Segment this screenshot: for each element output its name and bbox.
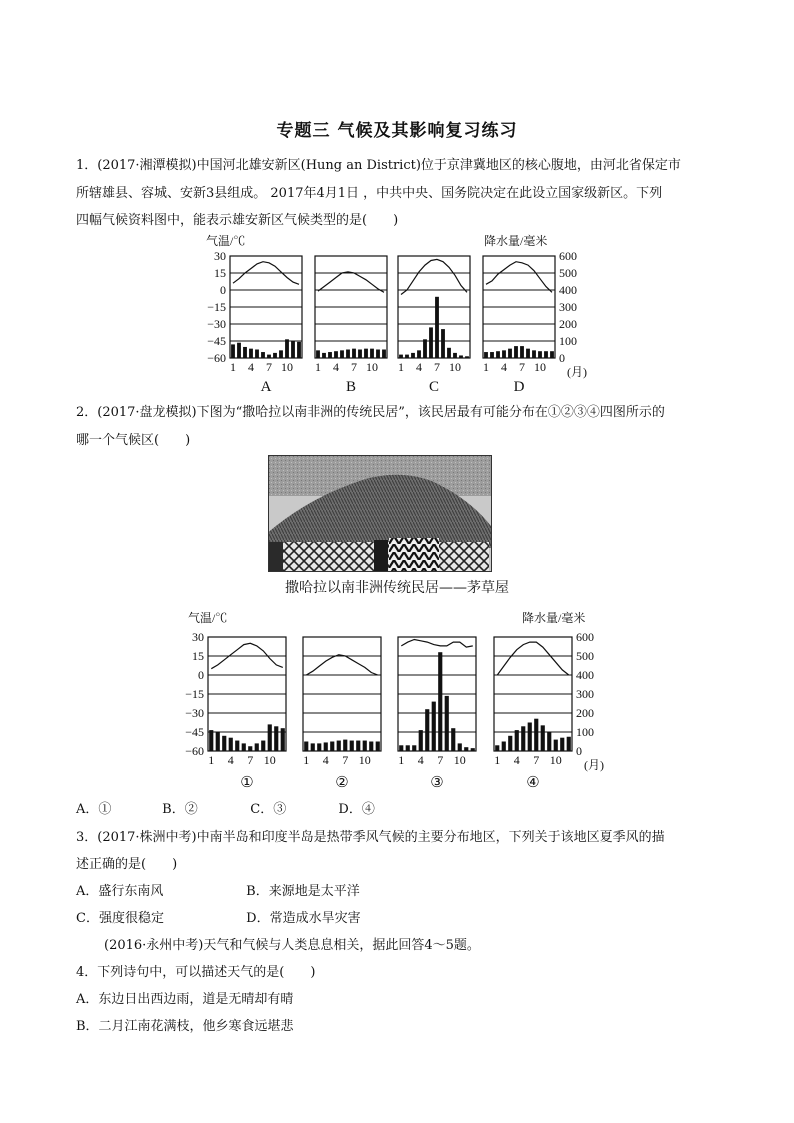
- precip-bar: [560, 738, 564, 751]
- panel-label: C: [428, 379, 440, 395]
- x-tick: 4: [416, 360, 422, 374]
- y-tick-temp: −15: [185, 687, 204, 701]
- q2-options: [76, 798, 375, 817]
- precip-bar: [458, 743, 462, 751]
- precip-bar: [311, 743, 315, 751]
- x-tick: 10: [453, 753, 466, 767]
- x-tick: 10: [358, 753, 371, 767]
- y-tick-temp: 15: [192, 649, 204, 663]
- y-tick-precip: 200: [559, 317, 577, 331]
- y-tick-temp: −15: [207, 300, 226, 314]
- y-tick-precip: 600: [576, 630, 594, 644]
- y-tick-precip: 600: [559, 249, 577, 263]
- panel-label: ①: [240, 775, 254, 791]
- y-tick-precip: 200: [576, 706, 594, 720]
- precip-bar: [438, 652, 442, 751]
- photo-caption: 撒哈拉以南非洲传统民居——茅草屋: [285, 580, 509, 596]
- precip-bar: [412, 745, 416, 751]
- q2-option-c[interactable]: C．③: [250, 802, 287, 817]
- precip-bar: [209, 730, 213, 751]
- precip-bar: [508, 736, 512, 751]
- x-tick: 7: [533, 753, 540, 767]
- precip-bar: [216, 732, 220, 751]
- precip-bar: [432, 702, 436, 751]
- precip-bar: [406, 745, 410, 751]
- precip-bar: [248, 746, 252, 751]
- x-tick: 4: [248, 360, 254, 374]
- x-tick: 1: [398, 360, 404, 374]
- precip-bar: [356, 741, 360, 751]
- precip-bar: [464, 747, 468, 751]
- precip-bar: [235, 741, 239, 751]
- precip-bar: [419, 730, 423, 751]
- precip-bar: [261, 741, 265, 751]
- x-tick: 7: [351, 360, 357, 374]
- x-tick: 7: [437, 753, 444, 767]
- panel-label: B: [345, 379, 357, 395]
- y-tick-temp: −30: [207, 317, 226, 331]
- y-tick-temp: 0: [220, 283, 226, 297]
- q3-line-2: 述正确的是( ): [76, 857, 178, 872]
- x-tick: 10: [449, 360, 461, 374]
- precip-bar: [521, 726, 525, 751]
- y-tick-temp: 30: [214, 249, 226, 263]
- x-tick: 4: [501, 360, 507, 374]
- q1-line-3: 四幅气候资料图中，能表示雄安新区气候类型的是( ): [76, 213, 399, 228]
- q2-option-d[interactable]: D．④: [338, 802, 375, 817]
- x-tick: 1: [494, 753, 501, 767]
- x-tick: 10: [534, 360, 546, 374]
- y-tick-precip: 0: [576, 744, 582, 758]
- precip-bar: [567, 737, 571, 751]
- y-tick-precip: 500: [576, 649, 594, 663]
- precip-bar: [363, 741, 367, 751]
- q3-option-c[interactable]: C．强度很稳定: [76, 911, 164, 926]
- q3-option-a[interactable]: A．盛行东南风: [76, 884, 164, 899]
- y-tick-precip: 300: [559, 300, 577, 314]
- precip-bar: [541, 725, 545, 751]
- y-tick-temp: −60: [185, 744, 204, 758]
- x-tick: 4: [513, 753, 520, 767]
- x-tick: 4: [227, 753, 234, 767]
- y-tick-temp: 0: [198, 668, 204, 682]
- y-tick-temp: 30: [192, 630, 204, 644]
- precip-bar: [502, 742, 506, 752]
- precip-bar: [255, 743, 259, 751]
- precip-bar: [399, 745, 403, 751]
- precip-bar: [554, 740, 558, 751]
- x-tick: 4: [322, 753, 329, 767]
- precip-bar: [281, 728, 285, 751]
- precip-bar: [304, 742, 308, 752]
- page-title: 专题三 气候及其影响复习练习: [276, 121, 518, 141]
- x-tick: 1: [208, 753, 215, 767]
- y-tick-precip: 500: [559, 266, 577, 280]
- precip-bar: [229, 738, 233, 751]
- q1-line-1: 1．(2017·湘潭模拟)中国河北雄安新区(Hung an District)位于京津冀地区的核心腹地，由河北省保定市: [76, 158, 681, 173]
- precip-bar: [495, 745, 499, 751]
- q1-line-2: 所辖雄县、容城、安新3县组成。 2017年4月1日 ，中共中央、国务院决定在此设立国家级新区。下列: [76, 186, 663, 201]
- panel-label: D: [513, 379, 525, 395]
- precip-bar: [343, 740, 347, 751]
- q2-option-b[interactable]: B．②: [162, 802, 198, 817]
- y-tick-precip: 400: [559, 283, 577, 297]
- precip-bar: [268, 724, 272, 751]
- x-tick: 7: [519, 360, 525, 374]
- x-unit-label: (月): [567, 365, 587, 379]
- q3-options-row-1: [76, 880, 360, 899]
- precip-bar: [350, 741, 354, 751]
- y-tick-precip: 100: [559, 334, 577, 348]
- y-tick-temp: −30: [185, 706, 204, 720]
- precip-bar: [515, 730, 519, 751]
- q45-intro: (2016·永州中考)天气和气候与人类息息相关，据此回答4～5题。: [104, 938, 480, 953]
- q2-option-a[interactable]: A．①: [76, 802, 112, 817]
- precip-bar: [376, 742, 380, 752]
- x-tick: 1: [483, 360, 489, 374]
- q3-option-d[interactable]: D．常造成水旱灾害: [246, 911, 361, 926]
- panel-label: ④: [526, 775, 540, 791]
- q3-option-b[interactable]: B．来源地是太平洋: [246, 884, 360, 899]
- x-unit-label: (月): [584, 758, 604, 772]
- x-tick: 1: [230, 360, 236, 374]
- y-axis-label-precip: 降水量/毫米: [522, 611, 586, 625]
- y-tick-precip: 100: [576, 725, 594, 739]
- x-tick: 10: [549, 753, 562, 767]
- precip-bar: [242, 743, 246, 751]
- precip-bar: [534, 719, 538, 751]
- precip-bar: [324, 742, 328, 751]
- precip-bar: [547, 732, 551, 751]
- x-tick: 4: [417, 753, 424, 767]
- precip-bar: [471, 748, 475, 751]
- y-tick-temp: −45: [207, 334, 226, 348]
- y-axis-label-temp: 气温/℃: [206, 234, 246, 248]
- q2-line-2: 哪一个气候区( ): [76, 433, 191, 448]
- q4-line: 4．下列诗句中，可以描述天气的是( ): [76, 965, 316, 980]
- panel-label: A: [260, 379, 272, 395]
- x-tick: 1: [303, 753, 310, 767]
- x-tick: 7: [247, 753, 254, 767]
- x-tick: 7: [266, 360, 272, 374]
- y-axis-label-temp: 气温/℃: [188, 611, 228, 625]
- panel-label: ③: [430, 775, 444, 791]
- q4-option-a[interactable]: A．东边日出西边雨，道是无晴却有晴: [76, 992, 294, 1007]
- x-tick: 10: [263, 753, 276, 767]
- q2-line-1: 2．(2017·盘龙模拟)下图为“撒哈拉以南非洲的传统民居”，该民居最有可能分布在①②③④四图所示的: [76, 405, 665, 420]
- temp-line: [401, 640, 473, 648]
- precip-bar: [222, 736, 226, 751]
- x-tick: 7: [434, 360, 440, 374]
- precip-bar: [317, 743, 321, 751]
- precip-bar: [451, 728, 455, 751]
- x-tick: 1: [398, 753, 405, 767]
- y-tick-temp: −60: [207, 351, 226, 365]
- x-tick: 1: [315, 360, 321, 374]
- q3-line-1: 3．(2017·株洲中考)中南半岛和印度半岛是热带季风气候的主要分布地区，下列关于该地区夏季风的描: [76, 830, 665, 845]
- y-tick-precip: 300: [576, 687, 594, 701]
- x-tick: 10: [281, 360, 293, 374]
- precip-bar: [337, 741, 341, 751]
- q4-option-b[interactable]: B．二月江南花满枝，他乡寒食远堪悲: [76, 1019, 294, 1034]
- y-tick-temp: 15: [214, 266, 226, 280]
- y-tick-precip: 400: [576, 668, 594, 682]
- x-tick: 7: [342, 753, 349, 767]
- precip-bar: [528, 723, 532, 752]
- y-tick-temp: −45: [185, 725, 204, 739]
- q3-options-row-2: [76, 907, 361, 926]
- x-tick: 4: [333, 360, 339, 374]
- x-tick: 10: [366, 360, 378, 374]
- temp-line: [306, 655, 378, 675]
- y-tick-precip: 0: [559, 351, 565, 365]
- panel-label: ②: [335, 775, 349, 791]
- precip-bar: [445, 696, 449, 751]
- precip-bar: [274, 726, 278, 751]
- temp-line: [497, 642, 569, 675]
- precip-bar: [425, 709, 429, 751]
- precip-bar: [330, 742, 334, 752]
- y-axis-label-precip: 降水量/毫米: [484, 234, 548, 248]
- precip-bar: [369, 742, 373, 752]
